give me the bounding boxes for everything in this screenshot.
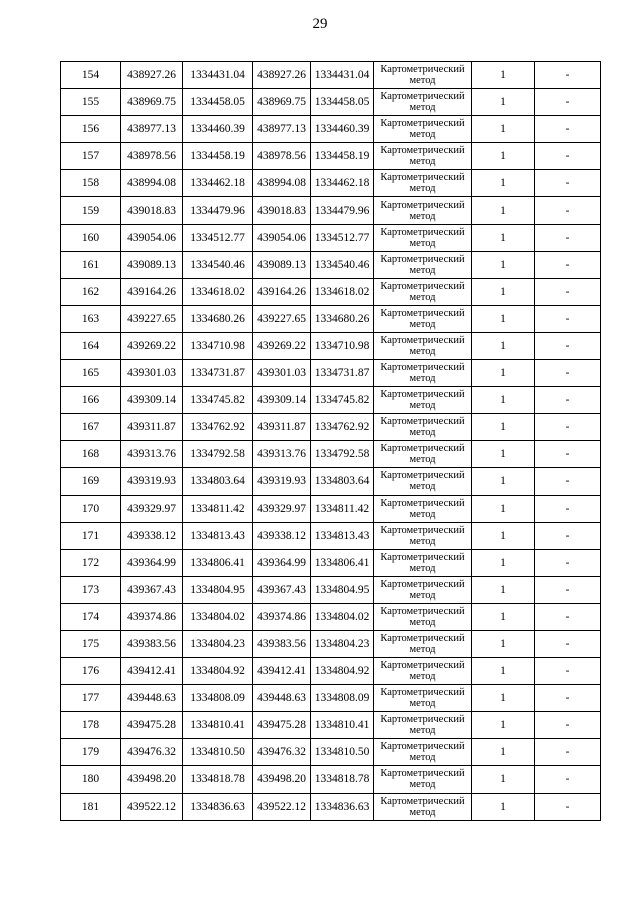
method-cell: Картометрический метод bbox=[374, 576, 472, 603]
note-cell: - bbox=[535, 116, 601, 143]
accuracy-cell: 1 bbox=[472, 495, 535, 522]
x-coordinate-new-cell: 438977.13 bbox=[253, 116, 311, 143]
method-cell: Картометрический метод bbox=[374, 89, 472, 116]
y-coordinate-cell: 1334818.78 bbox=[183, 766, 253, 793]
note-cell: - bbox=[535, 414, 601, 441]
x-coordinate-new-cell: 439319.93 bbox=[253, 468, 311, 495]
table-body bbox=[61, 62, 601, 821]
x-coordinate-new-cell: 439374.86 bbox=[253, 603, 311, 630]
x-coordinate-cell: 439338.12 bbox=[121, 522, 183, 549]
x-coordinate-new-cell: 438994.08 bbox=[253, 170, 311, 197]
note-cell: - bbox=[535, 387, 601, 414]
table-row bbox=[61, 224, 601, 251]
y-coordinate-new-cell: 1334458.19 bbox=[311, 143, 374, 170]
y-coordinate-cell: 1334479.96 bbox=[183, 197, 253, 224]
y-coordinate-cell: 1334810.50 bbox=[183, 739, 253, 766]
method-cell: Картометрический метод bbox=[374, 549, 472, 576]
method-cell: Картометрический метод bbox=[374, 143, 472, 170]
y-coordinate-new-cell: 1334810.50 bbox=[311, 739, 374, 766]
accuracy-cell: 1 bbox=[472, 305, 535, 332]
y-coordinate-cell: 1334804.95 bbox=[183, 576, 253, 603]
y-coordinate-new-cell: 1334818.78 bbox=[311, 766, 374, 793]
accuracy-cell: 1 bbox=[472, 143, 535, 170]
y-coordinate-cell: 1334458.19 bbox=[183, 143, 253, 170]
table-row bbox=[61, 658, 601, 685]
y-coordinate-new-cell: 1334813.43 bbox=[311, 522, 374, 549]
table-row bbox=[61, 197, 601, 224]
note-cell: - bbox=[535, 549, 601, 576]
method-cell: Картометрический метод bbox=[374, 685, 472, 712]
x-coordinate-cell: 439412.41 bbox=[121, 658, 183, 685]
note-cell: - bbox=[535, 170, 601, 197]
note-cell: - bbox=[535, 630, 601, 657]
x-coordinate-new-cell: 439338.12 bbox=[253, 522, 311, 549]
x-coordinate-new-cell: 439364.99 bbox=[253, 549, 311, 576]
y-coordinate-new-cell: 1334804.02 bbox=[311, 603, 374, 630]
note-cell: - bbox=[535, 495, 601, 522]
note-cell: - bbox=[535, 522, 601, 549]
x-coordinate-cell: 438994.08 bbox=[121, 170, 183, 197]
x-coordinate-cell: 439329.97 bbox=[121, 495, 183, 522]
method-cell: Картометрический метод bbox=[374, 305, 472, 332]
y-coordinate-new-cell: 1334710.98 bbox=[311, 332, 374, 359]
note-cell: - bbox=[535, 441, 601, 468]
method-cell: Картометрический метод bbox=[374, 251, 472, 278]
method-cell: Картометрический метод bbox=[374, 441, 472, 468]
accuracy-cell: 1 bbox=[472, 197, 535, 224]
method-cell: Картометрический метод bbox=[374, 387, 472, 414]
x-coordinate-cell: 439269.22 bbox=[121, 332, 183, 359]
note-cell: - bbox=[535, 305, 601, 332]
method-cell: Картометрический метод bbox=[374, 197, 472, 224]
coordinates-table bbox=[60, 61, 601, 821]
y-coordinate-new-cell: 1334458.05 bbox=[311, 89, 374, 116]
accuracy-cell: 1 bbox=[472, 576, 535, 603]
method-cell: Картометрический метод bbox=[374, 332, 472, 359]
y-coordinate-new-cell: 1334479.96 bbox=[311, 197, 374, 224]
y-coordinate-new-cell: 1334810.41 bbox=[311, 712, 374, 739]
x-coordinate-cell: 438977.13 bbox=[121, 116, 183, 143]
accuracy-cell: 1 bbox=[472, 278, 535, 305]
y-coordinate-cell: 1334813.43 bbox=[183, 522, 253, 549]
y-coordinate-new-cell: 1334431.04 bbox=[311, 62, 374, 89]
y-coordinate-new-cell: 1334540.46 bbox=[311, 251, 374, 278]
note-cell: - bbox=[535, 224, 601, 251]
x-coordinate-cell: 438969.75 bbox=[121, 89, 183, 116]
x-coordinate-new-cell: 438978.56 bbox=[253, 143, 311, 170]
accuracy-cell: 1 bbox=[472, 603, 535, 630]
method-cell: Картометрический метод bbox=[374, 630, 472, 657]
y-coordinate-cell: 1334792.58 bbox=[183, 441, 253, 468]
table-row bbox=[61, 62, 601, 89]
method-cell: Картометрический метод bbox=[374, 522, 472, 549]
note-cell: - bbox=[535, 658, 601, 685]
x-coordinate-cell: 439319.93 bbox=[121, 468, 183, 495]
x-coordinate-cell: 439018.83 bbox=[121, 197, 183, 224]
x-coordinate-new-cell: 439227.65 bbox=[253, 305, 311, 332]
method-cell: Картометрический метод bbox=[374, 766, 472, 793]
x-coordinate-new-cell: 439476.32 bbox=[253, 739, 311, 766]
x-coordinate-cell: 439089.13 bbox=[121, 251, 183, 278]
note-cell: - bbox=[535, 89, 601, 116]
method-cell: Картометрический метод bbox=[374, 62, 472, 89]
point-number-cell: 168 bbox=[61, 441, 121, 468]
point-number-cell: 154 bbox=[61, 62, 121, 89]
table-row bbox=[61, 603, 601, 630]
table-row bbox=[61, 170, 601, 197]
y-coordinate-new-cell: 1334804.92 bbox=[311, 658, 374, 685]
table-row bbox=[61, 251, 601, 278]
accuracy-cell: 1 bbox=[472, 360, 535, 387]
table-row bbox=[61, 332, 601, 359]
table-row bbox=[61, 576, 601, 603]
point-number-cell: 160 bbox=[61, 224, 121, 251]
accuracy-cell: 1 bbox=[472, 712, 535, 739]
point-number-cell: 175 bbox=[61, 630, 121, 657]
point-number-cell: 180 bbox=[61, 766, 121, 793]
note-cell: - bbox=[535, 712, 601, 739]
y-coordinate-new-cell: 1334460.39 bbox=[311, 116, 374, 143]
y-coordinate-cell: 1334806.41 bbox=[183, 549, 253, 576]
x-coordinate-new-cell: 439309.14 bbox=[253, 387, 311, 414]
accuracy-cell: 1 bbox=[472, 739, 535, 766]
y-coordinate-new-cell: 1334803.64 bbox=[311, 468, 374, 495]
accuracy-cell: 1 bbox=[472, 251, 535, 278]
x-coordinate-cell: 438978.56 bbox=[121, 143, 183, 170]
note-cell: - bbox=[535, 332, 601, 359]
y-coordinate-cell: 1334462.18 bbox=[183, 170, 253, 197]
x-coordinate-cell: 439448.63 bbox=[121, 685, 183, 712]
table-row bbox=[61, 116, 601, 143]
table-row bbox=[61, 143, 601, 170]
method-cell: Картометрический метод bbox=[374, 116, 472, 143]
method-cell: Картометрический метод bbox=[374, 468, 472, 495]
x-coordinate-new-cell: 439475.28 bbox=[253, 712, 311, 739]
table-row bbox=[61, 387, 601, 414]
x-coordinate-cell: 439313.76 bbox=[121, 441, 183, 468]
x-coordinate-new-cell: 439498.20 bbox=[253, 766, 311, 793]
x-coordinate-cell: 439498.20 bbox=[121, 766, 183, 793]
accuracy-cell: 1 bbox=[472, 522, 535, 549]
x-coordinate-cell: 439054.06 bbox=[121, 224, 183, 251]
x-coordinate-new-cell: 439164.26 bbox=[253, 278, 311, 305]
y-coordinate-new-cell: 1334804.95 bbox=[311, 576, 374, 603]
y-coordinate-new-cell: 1334512.77 bbox=[311, 224, 374, 251]
table-row bbox=[61, 522, 601, 549]
y-coordinate-cell: 1334810.41 bbox=[183, 712, 253, 739]
point-number-cell: 179 bbox=[61, 739, 121, 766]
method-cell: Картометрический метод bbox=[374, 224, 472, 251]
accuracy-cell: 1 bbox=[472, 766, 535, 793]
point-number-cell: 164 bbox=[61, 332, 121, 359]
y-coordinate-new-cell: 1334745.82 bbox=[311, 387, 374, 414]
y-coordinate-cell: 1334731.87 bbox=[183, 360, 253, 387]
y-coordinate-new-cell: 1334680.26 bbox=[311, 305, 374, 332]
table-row bbox=[61, 630, 601, 657]
y-coordinate-new-cell: 1334804.23 bbox=[311, 630, 374, 657]
x-coordinate-cell: 439164.26 bbox=[121, 278, 183, 305]
note-cell: - bbox=[535, 576, 601, 603]
method-cell: Картометрический метод bbox=[374, 278, 472, 305]
accuracy-cell: 1 bbox=[472, 224, 535, 251]
y-coordinate-new-cell: 1334808.09 bbox=[311, 685, 374, 712]
accuracy-cell: 1 bbox=[472, 685, 535, 712]
point-number-cell: 165 bbox=[61, 360, 121, 387]
x-coordinate-cell: 439227.65 bbox=[121, 305, 183, 332]
y-coordinate-new-cell: 1334806.41 bbox=[311, 549, 374, 576]
x-coordinate-new-cell: 439522.12 bbox=[253, 793, 311, 820]
table-row bbox=[61, 495, 601, 522]
x-coordinate-new-cell: 439313.76 bbox=[253, 441, 311, 468]
y-coordinate-cell: 1334811.42 bbox=[183, 495, 253, 522]
table-row bbox=[61, 685, 601, 712]
point-number-cell: 163 bbox=[61, 305, 121, 332]
x-coordinate-cell: 439475.28 bbox=[121, 712, 183, 739]
accuracy-cell: 1 bbox=[472, 549, 535, 576]
accuracy-cell: 1 bbox=[472, 414, 535, 441]
x-coordinate-new-cell: 439269.22 bbox=[253, 332, 311, 359]
y-coordinate-cell: 1334512.77 bbox=[183, 224, 253, 251]
method-cell: Картометрический метод bbox=[374, 658, 472, 685]
x-coordinate-cell: 439301.03 bbox=[121, 360, 183, 387]
y-coordinate-cell: 1334804.23 bbox=[183, 630, 253, 657]
x-coordinate-new-cell: 439367.43 bbox=[253, 576, 311, 603]
point-number-cell: 161 bbox=[61, 251, 121, 278]
table-row bbox=[61, 278, 601, 305]
y-coordinate-cell: 1334808.09 bbox=[183, 685, 253, 712]
table-row bbox=[61, 468, 601, 495]
table-row bbox=[61, 360, 601, 387]
point-number-cell: 155 bbox=[61, 89, 121, 116]
y-coordinate-cell: 1334710.98 bbox=[183, 332, 253, 359]
point-number-cell: 162 bbox=[61, 278, 121, 305]
y-coordinate-new-cell: 1334762.92 bbox=[311, 414, 374, 441]
method-cell: Картометрический метод bbox=[374, 495, 472, 522]
y-coordinate-cell: 1334803.64 bbox=[183, 468, 253, 495]
x-coordinate-new-cell: 439383.56 bbox=[253, 630, 311, 657]
table-row bbox=[61, 793, 601, 820]
method-cell: Картометрический метод bbox=[374, 793, 472, 820]
y-coordinate-cell: 1334431.04 bbox=[183, 62, 253, 89]
x-coordinate-cell: 439309.14 bbox=[121, 387, 183, 414]
method-cell: Картометрический метод bbox=[374, 414, 472, 441]
y-coordinate-cell: 1334804.92 bbox=[183, 658, 253, 685]
x-coordinate-new-cell: 438927.26 bbox=[253, 62, 311, 89]
note-cell: - bbox=[535, 603, 601, 630]
note-cell: - bbox=[535, 278, 601, 305]
table-row bbox=[61, 414, 601, 441]
x-coordinate-cell: 439367.43 bbox=[121, 576, 183, 603]
point-number-cell: 157 bbox=[61, 143, 121, 170]
y-coordinate-new-cell: 1334811.42 bbox=[311, 495, 374, 522]
method-cell: Картометрический метод bbox=[374, 360, 472, 387]
note-cell: - bbox=[535, 468, 601, 495]
point-number-cell: 159 bbox=[61, 197, 121, 224]
x-coordinate-cell: 439364.99 bbox=[121, 549, 183, 576]
x-coordinate-cell: 439374.86 bbox=[121, 603, 183, 630]
note-cell: - bbox=[535, 766, 601, 793]
y-coordinate-cell: 1334762.92 bbox=[183, 414, 253, 441]
x-coordinate-cell: 438927.26 bbox=[121, 62, 183, 89]
x-coordinate-new-cell: 439089.13 bbox=[253, 251, 311, 278]
point-number-cell: 176 bbox=[61, 658, 121, 685]
accuracy-cell: 1 bbox=[472, 387, 535, 414]
note-cell: - bbox=[535, 739, 601, 766]
point-number-cell: 166 bbox=[61, 387, 121, 414]
method-cell: Картометрический метод bbox=[374, 170, 472, 197]
point-number-cell: 172 bbox=[61, 549, 121, 576]
page-number: 29 bbox=[312, 16, 328, 32]
y-coordinate-cell: 1334458.05 bbox=[183, 89, 253, 116]
table-row bbox=[61, 549, 601, 576]
point-number-cell: 167 bbox=[61, 414, 121, 441]
point-number-cell: 181 bbox=[61, 793, 121, 820]
point-number-cell: 158 bbox=[61, 170, 121, 197]
point-number-cell: 178 bbox=[61, 712, 121, 739]
table-row bbox=[61, 89, 601, 116]
x-coordinate-new-cell: 439412.41 bbox=[253, 658, 311, 685]
y-coordinate-cell: 1334460.39 bbox=[183, 116, 253, 143]
accuracy-cell: 1 bbox=[472, 630, 535, 657]
y-coordinate-new-cell: 1334618.02 bbox=[311, 278, 374, 305]
x-coordinate-cell: 439476.32 bbox=[121, 739, 183, 766]
note-cell: - bbox=[535, 143, 601, 170]
accuracy-cell: 1 bbox=[472, 170, 535, 197]
note-cell: - bbox=[535, 197, 601, 224]
table-row bbox=[61, 739, 601, 766]
point-number-cell: 177 bbox=[61, 685, 121, 712]
accuracy-cell: 1 bbox=[472, 116, 535, 143]
point-number-cell: 174 bbox=[61, 603, 121, 630]
method-cell: Картометрический метод bbox=[374, 603, 472, 630]
y-coordinate-new-cell: 1334836.63 bbox=[311, 793, 374, 820]
accuracy-cell: 1 bbox=[472, 332, 535, 359]
y-coordinate-new-cell: 1334731.87 bbox=[311, 360, 374, 387]
x-coordinate-new-cell: 439054.06 bbox=[253, 224, 311, 251]
accuracy-cell: 1 bbox=[472, 62, 535, 89]
note-cell: - bbox=[535, 685, 601, 712]
y-coordinate-cell: 1334745.82 bbox=[183, 387, 253, 414]
accuracy-cell: 1 bbox=[472, 793, 535, 820]
note-cell: - bbox=[535, 251, 601, 278]
point-number-cell: 170 bbox=[61, 495, 121, 522]
accuracy-cell: 1 bbox=[472, 468, 535, 495]
table-row bbox=[61, 305, 601, 332]
note-cell: - bbox=[535, 62, 601, 89]
x-coordinate-cell: 439311.87 bbox=[121, 414, 183, 441]
x-coordinate-new-cell: 439301.03 bbox=[253, 360, 311, 387]
y-coordinate-cell: 1334680.26 bbox=[183, 305, 253, 332]
note-cell: - bbox=[535, 360, 601, 387]
method-cell: Картометрический метод bbox=[374, 739, 472, 766]
x-coordinate-new-cell: 439018.83 bbox=[253, 197, 311, 224]
x-coordinate-new-cell: 439311.87 bbox=[253, 414, 311, 441]
accuracy-cell: 1 bbox=[472, 658, 535, 685]
x-coordinate-new-cell: 439329.97 bbox=[253, 495, 311, 522]
note-cell: - bbox=[535, 793, 601, 820]
x-coordinate-new-cell: 438969.75 bbox=[253, 89, 311, 116]
point-number-cell: 171 bbox=[61, 522, 121, 549]
y-coordinate-new-cell: 1334792.58 bbox=[311, 441, 374, 468]
y-coordinate-cell: 1334618.02 bbox=[183, 278, 253, 305]
y-coordinate-new-cell: 1334462.18 bbox=[311, 170, 374, 197]
point-number-cell: 169 bbox=[61, 468, 121, 495]
x-coordinate-cell: 439383.56 bbox=[121, 630, 183, 657]
accuracy-cell: 1 bbox=[472, 441, 535, 468]
y-coordinate-cell: 1334836.63 bbox=[183, 793, 253, 820]
y-coordinate-cell: 1334540.46 bbox=[183, 251, 253, 278]
x-coordinate-cell: 439522.12 bbox=[121, 793, 183, 820]
x-coordinate-new-cell: 439448.63 bbox=[253, 685, 311, 712]
method-cell: Картометрический метод bbox=[374, 712, 472, 739]
point-number-cell: 156 bbox=[61, 116, 121, 143]
table-row bbox=[61, 766, 601, 793]
accuracy-cell: 1 bbox=[472, 89, 535, 116]
table-row bbox=[61, 712, 601, 739]
table-row bbox=[61, 441, 601, 468]
point-number-cell: 173 bbox=[61, 576, 121, 603]
y-coordinate-cell: 1334804.02 bbox=[183, 603, 253, 630]
